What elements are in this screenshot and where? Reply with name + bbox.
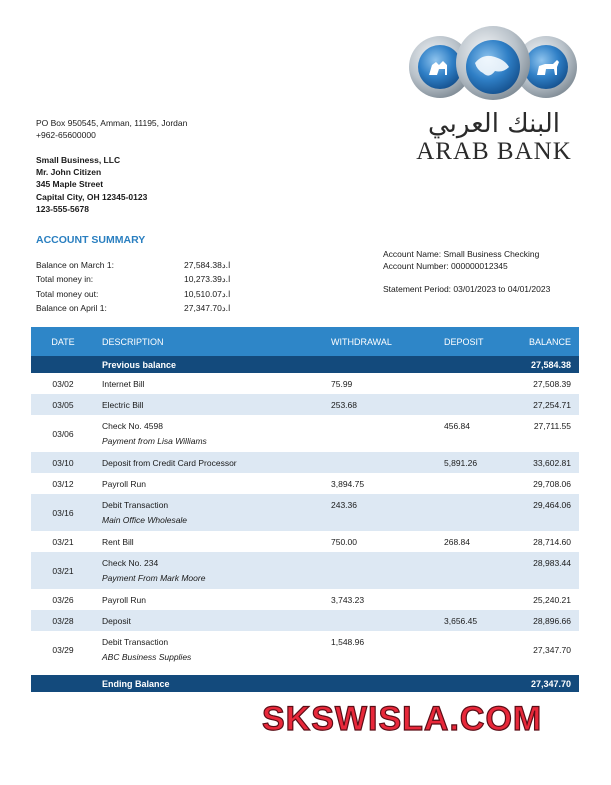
row-withdrawal: 3,743.23: [331, 594, 365, 605]
row-date: 03/12: [52, 478, 74, 489]
account-info: [383, 248, 539, 272]
bank-name-latin: ARAB BANK: [416, 138, 572, 165]
table-row: [31, 531, 579, 552]
row-description: [95, 631, 325, 668]
summary-value: ا.د10,510.07: [184, 288, 231, 299]
row-date: 03/16: [31, 494, 95, 531]
bank-address: [36, 117, 187, 141]
table-row: [31, 494, 579, 531]
row-deposit: [429, 552, 516, 589]
row-deposit: [429, 394, 516, 415]
header-date: DATE: [31, 327, 95, 356]
row-withdrawal: 750.00: [331, 536, 357, 547]
previous-balance-label: Previous balance: [95, 356, 325, 373]
row-deposit: 5,891.26: [429, 452, 516, 473]
row-description: Payroll Run: [102, 478, 146, 489]
row-description: Rent Bill: [102, 536, 134, 547]
row-deposit: 456.84: [444, 421, 470, 431]
row-deposit: 3,656.45: [429, 610, 516, 631]
ending-balance-label: Ending Balance: [95, 675, 325, 692]
row-balance: 29,708.06: [533, 478, 571, 489]
row-withdrawal: 253.68: [325, 394, 429, 415]
row-deposit: [429, 373, 516, 394]
row-withdrawal: [325, 452, 429, 473]
customer-phone: 123-555-5678: [36, 203, 89, 214]
bank-phone: +962-65600000: [36, 130, 96, 140]
row-balance: 27,347.70: [533, 644, 571, 655]
row-description-text: Check No. 4598: [102, 421, 163, 431]
summary-value: ا.د27,584.38: [184, 260, 231, 270]
table-row: [31, 610, 579, 631]
previous-balance-value: 27,584.38: [516, 356, 579, 373]
table-row: [31, 415, 579, 452]
summary-value: ا.د10,273.39: [184, 274, 231, 285]
row-balance: 28,714.60: [533, 536, 571, 547]
row-balance: 28,896.66: [516, 610, 579, 631]
row-withdrawal: [325, 610, 429, 631]
header-deposit: DEPOSIT: [429, 327, 516, 356]
row-description-text: Debit Transaction: [102, 500, 169, 510]
row-description: Deposit: [95, 610, 325, 631]
previous-balance-row: [31, 356, 579, 373]
table-row: [31, 589, 579, 610]
row-date: 03/02: [52, 378, 74, 389]
row-withdrawal: 75.99: [331, 378, 353, 389]
account-number: Account Number: 000000012345: [383, 261, 508, 271]
row-memo: Main Office Wholesale: [102, 515, 188, 525]
globes-emblem-icon: [407, 25, 579, 105]
row-date: 03/21: [52, 536, 74, 547]
row-description: [95, 494, 325, 531]
row-withdrawal: 243.36: [325, 494, 429, 531]
row-balance: 29,464.06: [516, 494, 579, 531]
row-date: 03/26: [52, 594, 74, 605]
account-name: Account Name: Small Business Checking: [383, 249, 540, 259]
row-balance: 33,602.81: [516, 452, 579, 473]
row-date: 03/10: [31, 452, 95, 473]
row-description: [95, 415, 325, 452]
row-balance: 27,711.55: [533, 421, 571, 431]
customer-contact: Mr. John Citizen: [36, 167, 102, 178]
summary-label: Total money in:: [36, 274, 94, 285]
row-memo: Payment from Lisa Williams: [102, 436, 207, 446]
table-row: [31, 473, 579, 494]
row-withdrawal: [325, 415, 429, 452]
row-description-text: Check No. 234: [102, 558, 159, 568]
arab-bank-logo: [405, 25, 580, 165]
row-date: 03/28: [31, 610, 95, 631]
summary-value: ا.د27,347.70: [184, 302, 231, 313]
summary-values: [184, 258, 230, 315]
summary-labels: [36, 258, 114, 315]
header-description: DESCRIPTION: [95, 327, 325, 356]
header-balance: BALANCE: [516, 327, 579, 356]
table-row: [31, 631, 579, 668]
row-memo: ABC Business Supplies: [102, 652, 192, 662]
table-row: [31, 373, 579, 394]
row-date: 03/06: [52, 428, 74, 439]
row-balance: 27,508.39: [533, 378, 571, 389]
row-deposit: [429, 589, 516, 610]
statement-period: Statement Period: 03/01/2023 to 04/01/2023: [383, 284, 551, 294]
row-deposit: [429, 494, 516, 531]
table-spacer: [31, 668, 579, 675]
ending-balance-value: 27,347.70: [516, 675, 579, 692]
row-deposit: 268.84: [444, 536, 470, 547]
table-header-row: [31, 327, 579, 356]
ending-balance-row: [31, 675, 579, 692]
row-description-text: Debit Transaction: [102, 637, 169, 647]
account-summary-title: ACCOUNT SUMMARY: [36, 234, 146, 246]
row-balance: 25,240.21: [533, 594, 571, 605]
header-withdrawal: WITHDRAWAL: [325, 327, 429, 356]
row-deposit: [429, 473, 516, 494]
customer-city: Capital City, OH 12345-0123: [36, 191, 148, 202]
transactions-table: [31, 327, 579, 692]
bank-address-line: PO Box 950545, Amman, 11195, Jordan: [36, 118, 188, 128]
customer-street: 345 Maple Street: [36, 179, 104, 190]
row-date: 03/05: [31, 394, 95, 415]
row-date: 03/21: [31, 552, 95, 589]
row-withdrawal: 1,548.96: [331, 637, 365, 647]
table-row: [31, 394, 579, 415]
table-row: [31, 452, 579, 473]
row-deposit: [429, 631, 516, 668]
row-memo: Payment From Mark Moore: [102, 573, 206, 583]
row-description: Payroll Run: [102, 594, 146, 605]
watermark-text: SKSWISLA.COM: [262, 700, 543, 738]
customer-address: [36, 154, 147, 215]
row-description: Electric Bill: [95, 394, 325, 415]
summary-label: Total money out:: [36, 288, 99, 299]
row-description: Deposit from Credit Card Processor: [95, 452, 325, 473]
row-withdrawal: [325, 552, 429, 589]
row-description: [95, 552, 325, 589]
row-balance: 28,983.44: [516, 552, 579, 589]
table-row: [31, 552, 579, 589]
summary-label: Balance on March 1:: [36, 260, 114, 270]
row-balance: 27,254.71: [516, 394, 579, 415]
summary-label: Balance on April 1:: [36, 302, 107, 313]
row-date: 03/29: [52, 644, 74, 655]
customer-company: Small Business, LLC: [36, 155, 121, 165]
row-withdrawal: 3,894.75: [331, 478, 365, 489]
bank-name-arabic: البنك العربي: [428, 109, 560, 139]
row-description: Internet Bill: [102, 378, 145, 389]
